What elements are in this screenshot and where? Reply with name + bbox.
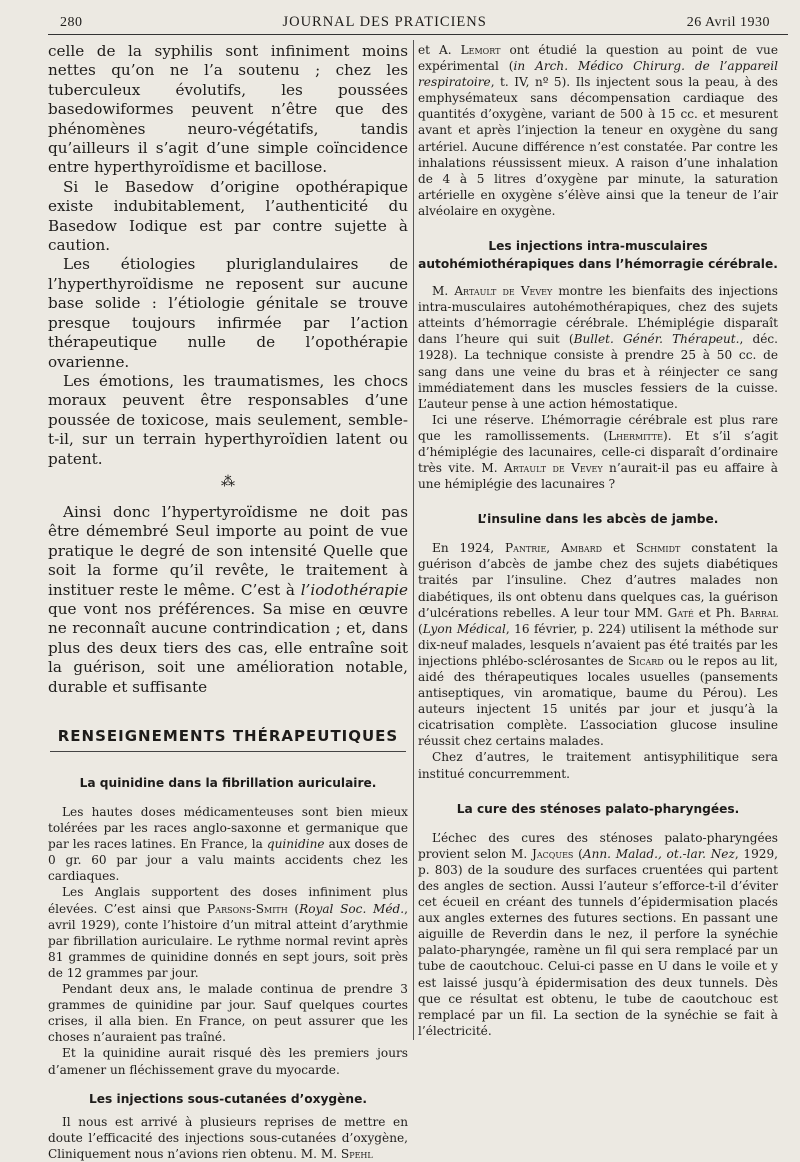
page-header xyxy=(60,14,770,36)
paragraph: Les étiologies pluriglandulaires de l’hyperthyroïdisme ne reposent sur aucune base solide : l’étiologie génitale se trouve presque toujours infirmée par l’action thérapeutique nulle de l’opothérapie ovarienne. xyxy=(48,255,408,371)
header-rule xyxy=(48,34,788,35)
paragraph: Les émotions, les traumatismes, les chocs moraux peuvent être responsables d’une poussée de toxicose, mais seulement, semble-t-il, sur un terrain hyperthyroïdien latent ou patent. xyxy=(48,371,408,468)
subheading-quinidine: La quinidine dans la fibrillation auriculaire. xyxy=(79,776,377,790)
paragraph: Ici une réserve. L’hémorragie cérébrale est plus rare que les ramollissements. (Lhermitte). Et s’il s’agit d’hémiplégie des lacunaires, celle-ci disparaît d’ordinaire très vite. M. Artault de Vevey n’aurait-il pas eu affaire à une hémiplégie des lacunaires ? xyxy=(418,412,779,492)
subheading-oxygene: Les injections sous-cutanées d’oxygène. xyxy=(89,1091,367,1106)
paragraph: L’échec des cures des sténoses palato-pharyngées provient selon M. Jacques (Ann. Malad., ot.-lar. Nez, 1929, p. 803) de la soudure des surfaces cruentées qui partent des angles de section. Aussi l’auteur s’efforce-t-il d’éviter cet écueil en créant des tunnels d’épidermisation placés aux angles externes des futures sections. En passant une aiguille de Reverdin dans le nez, il perfore la synéchie palato-pharyngée, ramène un fil qui sera remplacé par un tube de caoutchouc. Celui-ci passe en U dans le voile et y est laissé jusqu’à épidermisation des deux tunnels. Dès que ce résultat est obtenu, le tube de caoutchouc est remplacé par un fil. La section de la synéchie se fait à l’électricité. xyxy=(418,830,779,1038)
issue-date: 26 Avril 1930 xyxy=(686,15,770,30)
page-number: 280 xyxy=(60,15,83,30)
paragraph: En 1924, Pantrie, Ambard et Schmidt constatent la guérison d’abcès de jambe chez des sujets diabétiques traités par l’insuline. Chez d’autres malades non diabétiques, ils ont obtenu dans quelques cas, la guérison d’ulcérations rebelles. A leur tour MM. Gaté et Ph. Barral (Lyon Médical, 16 février, p. 224) utilisent la méthode sur dix-neuf malades, lesquels n’avaient pas été traités par les injections phlébo-sclérosantes de Sicard ou le repos au lit, aidé des thérapeutiques locales usuelles (pansements antiseptiques, vin aromatique, baume du Pérou). Les auteurs injectent 15 unités par jour et jusqu’à la cicatrisation complète. L’association glucose insuline réussit chez certains malades. xyxy=(418,541,779,749)
section-title: RENSEIGNEMENTS THÉRAPEUTIQUES xyxy=(57,727,399,745)
paragraph: Et la quinidine aurait risqué dès les premiers jours d’amener un fléchissement grave du myocarde. xyxy=(48,1046,408,1077)
paragraph: celle de la syphilis sont infiniment moins nettes qu’on ne l’a soutenu ; chez les tuberculeux évolutifs, les poussées basedowiformes peuvent n’être que des phénomènes neuro-végétatifs, tandis qu’ailleurs il s’agit d’une simple coïncidence entre hyperthyroïdisme et bacillose. xyxy=(48,42,408,177)
right-column xyxy=(418,42,778,1039)
asterism: ⁂ xyxy=(221,473,235,490)
paragraph: Ainsi donc l’hypertyroïdisme ne doit pas être démembré Seul importe au point de vue pratique le degré de son intensité Quelle que soit la forme qu’il revête, le traitement à instituer reste le même. C’est à l’iodothérapie que vont nos préférences. Sa mise en œuvre ne reconnaît aucune contrindication ; et, dans plus des deux tiers des cas, elle entraîne soit la guérison, soit une amélioration notable, durable et suffisante xyxy=(48,502,408,696)
subheading-autohemotherapie: Les injections intra-musculaires autohémiothérapiques dans l’hémorragie cérébrale. xyxy=(418,239,778,272)
subheading-insuline: L’insuline dans les abcès de jambe. xyxy=(477,512,719,527)
paragraph: Chez d’autres, le traitement antisyphilitique sera institué concurremment. xyxy=(418,750,778,781)
journal-title: JOURNAL DES PRATICIENS xyxy=(282,14,487,30)
paragraph: Les hautes doses médicamenteuses sont bien mieux tolérées par les races anglo-saxonne et germanique que par les races latines. En France, la quinidine aux doses de 0 gr. 60 par jour a valu maints accidents chez les cardiaques. xyxy=(48,805,408,884)
paragraph: Si le Basedow d’origine opothérapique existe indubitablement, l’authenticité du Basedow Iodique est par contre sujette à caution. xyxy=(48,177,408,255)
therapeutic-notes xyxy=(48,774,408,1162)
column-divider xyxy=(413,40,414,1040)
article-end xyxy=(48,42,408,697)
paragraph: Pendant deux ans, le malade continua de prendre 3 grammes de quinidine par jour. Sauf quelques courtes crises, il alla bien. En France, on peut assurer que les choses n’auraient pas traîné. xyxy=(48,982,408,1045)
left-column xyxy=(48,42,408,1162)
paragraph: M. Artault de Vevey montre les bienfaits des injections intra-musculaires autohémothérapiques, chez des sujets atteints d’hémorragie cérébrale. L’hémiplégie disparaît dans l’heure qui suit (Bullet. Génér. Thérapeut., déc. 1928). La technique consiste à prendre 25 à 50 cc. de sang dans une veine du bras et à réinjecter ce sang immédiatement dans les muscles fessiers de la cuisse. L’auteur pense à une action hémostatique. xyxy=(418,284,778,411)
section-rule xyxy=(50,751,406,752)
paragraph: Les Anglais supportent des doses infiniment plus élevées. C’est ainsi que Parsons-Smith (Royal Soc. Méd., avril 1929), conte l’histoire d’un mitral atteint d’arythmie par fibrillation auriculaire. Le rythme normal revint après 81 grammes de quinidine donnés en sept jours, soit près de 12 grammes par jour. xyxy=(48,885,408,980)
paragraph: et A. Lemort ont étudié la question au point de vue expérimental (in Arch. Médico Chirurg. de l’appareil respiratoire, t. IV, nº 5). Ils injectent sous la peau, à des emphysémateux sans décompensation cardiaque des quantités d’oxygène, variant de 500 à 15 cc. et mesurent avant et après l’injection la teneur en oxygène du sang artériel. Aucune différence n’est constatée. Par contre les inhalations réussissent mieux. A raison d’une inhalation de 4 à 5 litres d’oxygène par minute, la saturation artérielle en oxygène s’élève ainsi que la teneur de l’air alvéolaire en oxygène. xyxy=(418,43,778,218)
paragraph: Il nous est arrivé à plusieurs reprises de mettre en doute l’efficacité des injections sous-cutanées d’oxygène, Cliniquement nous n’avions rien obtenu. M. M. Spehl xyxy=(48,1114,408,1161)
subheading-stenoses: La cure des sténoses palato-pharyngées. xyxy=(456,801,740,816)
